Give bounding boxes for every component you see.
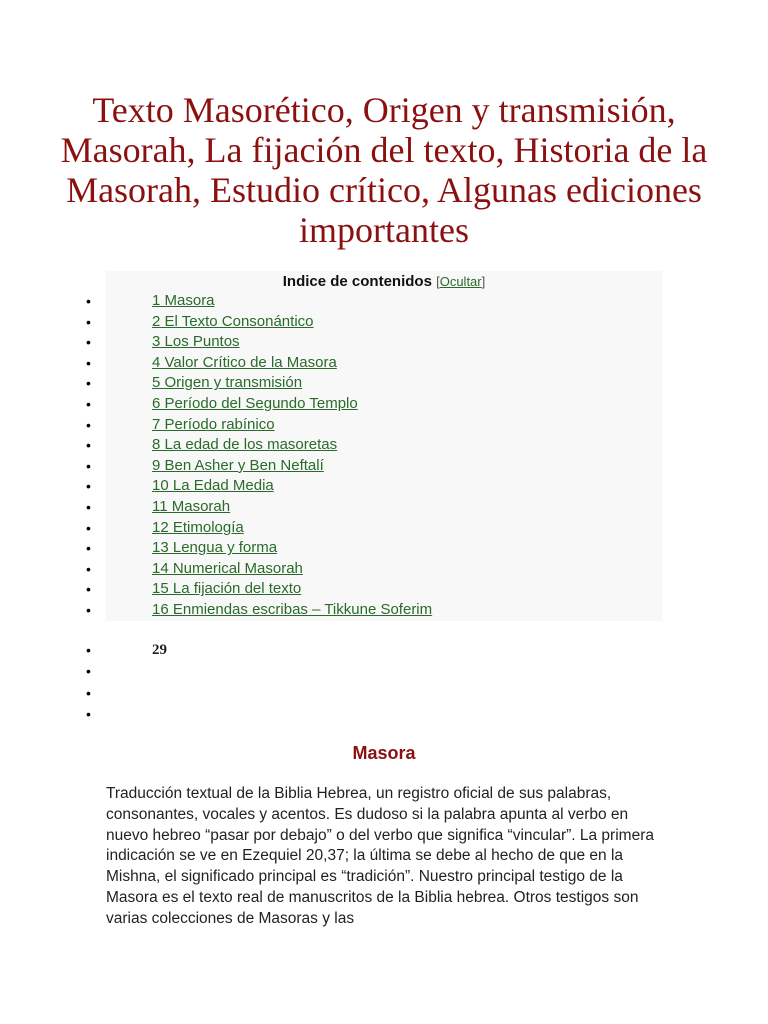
toc-toggle-wrap <box>436 274 485 289</box>
toc-header <box>106 271 662 293</box>
toc-item <box>86 476 706 496</box>
toc-link[interactable]: 15 La fijación del texto <box>152 580 302 598</box>
toc-link[interactable]: 10 La Edad Media <box>152 477 274 495</box>
toc-item <box>86 332 706 352</box>
toc-item <box>86 394 706 414</box>
toc-item <box>86 579 706 599</box>
bullet-icon: • <box>86 313 91 330</box>
toc-link[interactable]: 9 Ben Asher y Ben Neftalí <box>152 456 324 474</box>
bullet-icon: • <box>86 478 91 495</box>
toc-link[interactable]: 3 Los Puntos <box>152 333 240 351</box>
toc-item <box>86 538 706 558</box>
toc-link[interactable]: 6 Período del Segundo Templo <box>152 395 358 412</box>
toc-link[interactable]: 1 Masora <box>152 292 215 309</box>
bullet-icon: • <box>86 560 91 577</box>
toc-link[interactable]: 11 Masorah <box>152 498 231 515</box>
bullet-icon: • <box>86 416 91 433</box>
bullet-icon: • <box>86 457 91 474</box>
bullet-icon: • <box>86 375 91 392</box>
toc-link[interactable]: 12 Etimología <box>152 518 244 536</box>
toc-item <box>86 415 706 435</box>
bullet-icon: • <box>86 354 91 371</box>
page-title: Texto Masorético, Origen y transmisión, Masorah, La fijación del texto, Historia de la Masorah, Estudio crítico, Algunas ediciones importantes <box>60 90 708 250</box>
toc-item <box>86 600 706 620</box>
toc-link[interactable]: 16 Enmiendas escribas – Tikkune Soferim <box>152 601 433 618</box>
bullet-icon: • <box>86 334 91 351</box>
list-item <box>86 704 286 724</box>
bullet-icon: • <box>86 581 91 598</box>
list-item <box>86 661 286 681</box>
toc-bracket-open: [ <box>436 274 440 289</box>
bullet-icon: • <box>86 663 91 680</box>
toc-item <box>86 435 706 455</box>
toc-item <box>86 291 706 311</box>
bullet-icon: • <box>86 602 91 618</box>
bullet-icon: • <box>86 499 91 515</box>
toc-link[interactable]: 7 Período rabínico <box>152 415 275 433</box>
list-item <box>86 640 286 660</box>
body-paragraph: Traducción textual de la Biblia Hebrea, un registro oficial de sus palabras, consonantes, vocales y acentos. Es dudoso si la palabra apunta al verbo en nuevo hebreo “pasar por debajo” o del verbo que significa “vincular”. La primera indicación se ve en Ezequiel 20,37; la última se debe al hecho de que en la Mishna, el significado principal es “tradición”. Nuestro principal testigo de la Masora es el texto real de manuscritos de la Biblia hebrea. Otros testigos son varias colecciones de Masoras y las <box>106 785 654 927</box>
toc-link[interactable]: 2 El Texto Consonántico <box>152 312 314 330</box>
list-item <box>86 683 286 703</box>
bullet-icon: • <box>86 293 91 309</box>
toc-item <box>86 312 706 332</box>
toc-item <box>86 497 706 517</box>
toc-link[interactable]: 8 La edad de los masoretas <box>152 436 338 454</box>
toc-item <box>86 559 706 579</box>
bullet-icon: • <box>86 540 91 557</box>
list-item-text: 29 <box>152 642 167 658</box>
bullet-icon: • <box>86 437 91 454</box>
bullet-icon: • <box>86 642 91 658</box>
toc-hide-link[interactable]: Ocultar <box>439 274 482 289</box>
bullet-icon: • <box>86 519 91 536</box>
bullet-icon: • <box>86 705 91 722</box>
toc-bracket-close: ] <box>481 274 486 289</box>
toc-link[interactable]: 14 Numerical Masorah <box>152 559 303 577</box>
toc-item <box>86 373 706 393</box>
toc-link[interactable]: 5 Origen y transmisión <box>152 374 303 392</box>
toc-link[interactable]: 4 Valor Crítico de la Masora <box>152 353 337 371</box>
section-heading: Masora <box>352 743 416 763</box>
table-of-contents <box>86 271 662 621</box>
toc-item <box>86 518 706 538</box>
bullet-icon: • <box>86 684 91 701</box>
toc-item <box>86 353 706 373</box>
toc-heading: Indice de contenidos <box>282 273 432 290</box>
toc-item <box>86 456 706 476</box>
bullet-icon: • <box>86 396 91 412</box>
toc-link[interactable]: 13 Lengua y forma <box>152 539 278 557</box>
